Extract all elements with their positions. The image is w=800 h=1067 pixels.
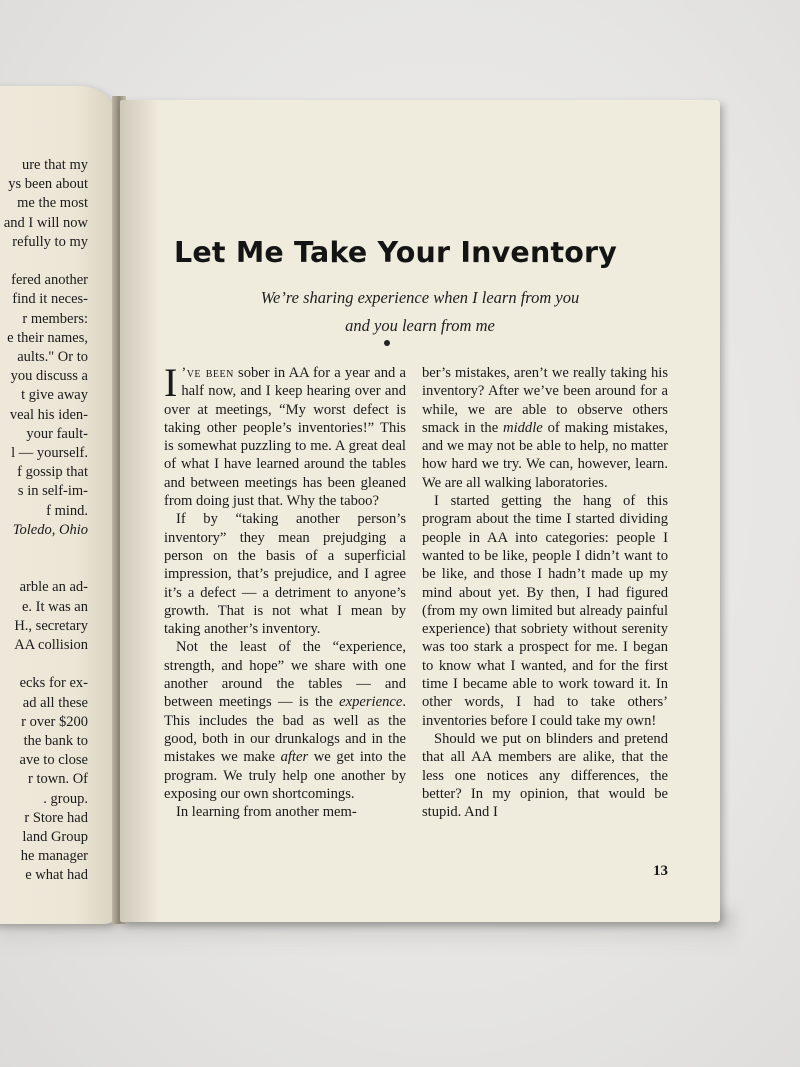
left-p4-line: . group.: [43, 790, 88, 807]
left-p2-line: r members:: [22, 310, 88, 327]
paragraph-3: [164, 638, 406, 803]
left-p3-line: AA collision: [14, 637, 88, 654]
left-p4-line: e what had: [25, 867, 88, 884]
paragraph-6: Should we put on blinders and pretend that all AA members are alike, that the less one notices any differences, the better? In my opinion, that would be stupid. And I: [422, 730, 668, 821]
bullet-ornament: [384, 340, 390, 346]
subtitle-line-2: and you learn from me: [345, 316, 495, 335]
left-p2-line: e their names,: [7, 329, 88, 346]
lead-smallcaps: ’ve been: [181, 365, 234, 381]
left-p3-line: arble an ad-: [19, 579, 88, 596]
left-p3-line: e. It was an: [21, 598, 88, 615]
left-paragraph-4: [0, 674, 88, 885]
p4-continued-text: ber’s mistakes, aren’t we really taking his inventory? After we’ve been around for a while, we are able to observe others smack in the: [422, 365, 668, 436]
article-title: Let Me Take Your Inventory: [174, 236, 618, 269]
left-p1-line: refully to my: [12, 233, 88, 250]
left-p2-line: veal his iden-: [9, 406, 88, 423]
article-subtitle: [180, 284, 660, 340]
left-paragraph-2: [0, 271, 88, 521]
p3-text-b: . This includes the bad as well as the good, both in our drunkalogs and in the mistakes we make: [164, 694, 406, 766]
left-paragraph-3: [0, 578, 88, 655]
left-p2-line: fered another: [11, 272, 88, 289]
left-p4-line: r town. Of: [27, 771, 88, 788]
left-p2-line: your fault-: [26, 425, 88, 442]
p3-emphasis-1: experience: [339, 694, 403, 711]
right-page: [120, 100, 720, 922]
p4-continued-text-b: of making mistakes, and we may not be able to help, no matter how hard we try. We can, however, learn. We are all walking laboratories.: [422, 419, 668, 491]
p3-text-a: Not the least of the “experience, strength, and hope” we share with one another around the tables — and between meetings — is the: [164, 639, 406, 711]
left-p2-line: s in self-im-: [17, 483, 88, 500]
left-p4-line: r Store had: [24, 809, 88, 826]
column-right: [422, 364, 668, 821]
paragraph-2: If by “taking another person’s inventory” they mean prejudging a person on the basis of a superficial impression, that’s prejudice, and I agree it’s a defect — a detriment to anyone’s growth. That is not what I mean by taking another’s inventory.: [164, 511, 406, 638]
left-p2-line: aults." Or to: [17, 349, 88, 366]
page-number: 13: [653, 863, 668, 879]
drop-cap: I: [164, 360, 178, 405]
left-p2-line: t give away: [21, 387, 88, 404]
left-p4-line: he manager: [20, 848, 88, 865]
left-p4-line: ecks for ex-: [19, 675, 88, 692]
paragraph-4-continued: [422, 364, 668, 492]
left-p2-line: f mind.: [46, 502, 88, 519]
left-page-text: [0, 156, 88, 886]
left-p1-line: ys been about: [8, 176, 88, 193]
left-p2-line: f gossip that: [17, 464, 88, 481]
p3-text-c: we get into the program. We truly help one another by exposing our own shortcomings.: [164, 749, 406, 802]
left-paragraph-1: [0, 156, 88, 252]
left-p2-line: l — yourself.: [11, 445, 88, 462]
left-p1-line: ure that my: [21, 157, 88, 173]
left-page: [0, 86, 120, 924]
left-p4-line: ave to close: [19, 752, 88, 769]
paragraph-1-text: sober in AA for a year and a half now, and I keep hearing over and over at meetings, “My worst defect is taking other people’s inventories!” This is somewhat puzzling to me. A great deal of what I have learned around the tables and between meetings has been gleaned from doing just that. Why the taboo?: [164, 365, 406, 510]
column-left: [164, 360, 406, 821]
left-p3-line: H., secretary: [14, 617, 88, 634]
paragraph-4: In learning from another mem-: [176, 804, 357, 821]
left-p4-line: land Group: [22, 829, 88, 846]
left-p4-line: r over $200: [21, 713, 88, 730]
paragraph-5: I started getting the hang of this program about the time I started dividing people in AA into categories: people I wanted to be like, people I didn’t want to be like, and those I hadn’t made up my mind about yet. By then, I had figured (from my own limited but already painful experience) that sobriety without serenity was too stark a prospect for me. I began to know what I wanted, and for the first time I became able to work toward it. In other words, I had to take others’ inventories before I could take my own!: [422, 493, 668, 729]
left-p1-line: and I will now: [3, 214, 88, 231]
paragraph-1: [164, 360, 406, 510]
left-signature: Toledo, Ohio: [12, 521, 88, 538]
left-p2-line: find it neces-: [12, 291, 88, 308]
left-p2-line: you discuss a: [10, 368, 88, 385]
subtitle-line-1: We’re sharing experience when I learn from you: [260, 288, 580, 307]
left-p1-line: me the most: [17, 195, 88, 212]
p4-emphasis: middle: [503, 419, 543, 436]
left-p4-line: the bank to: [23, 733, 88, 750]
left-p4-line: ad all these: [22, 694, 88, 711]
p3-emphasis-2: after: [280, 749, 309, 766]
